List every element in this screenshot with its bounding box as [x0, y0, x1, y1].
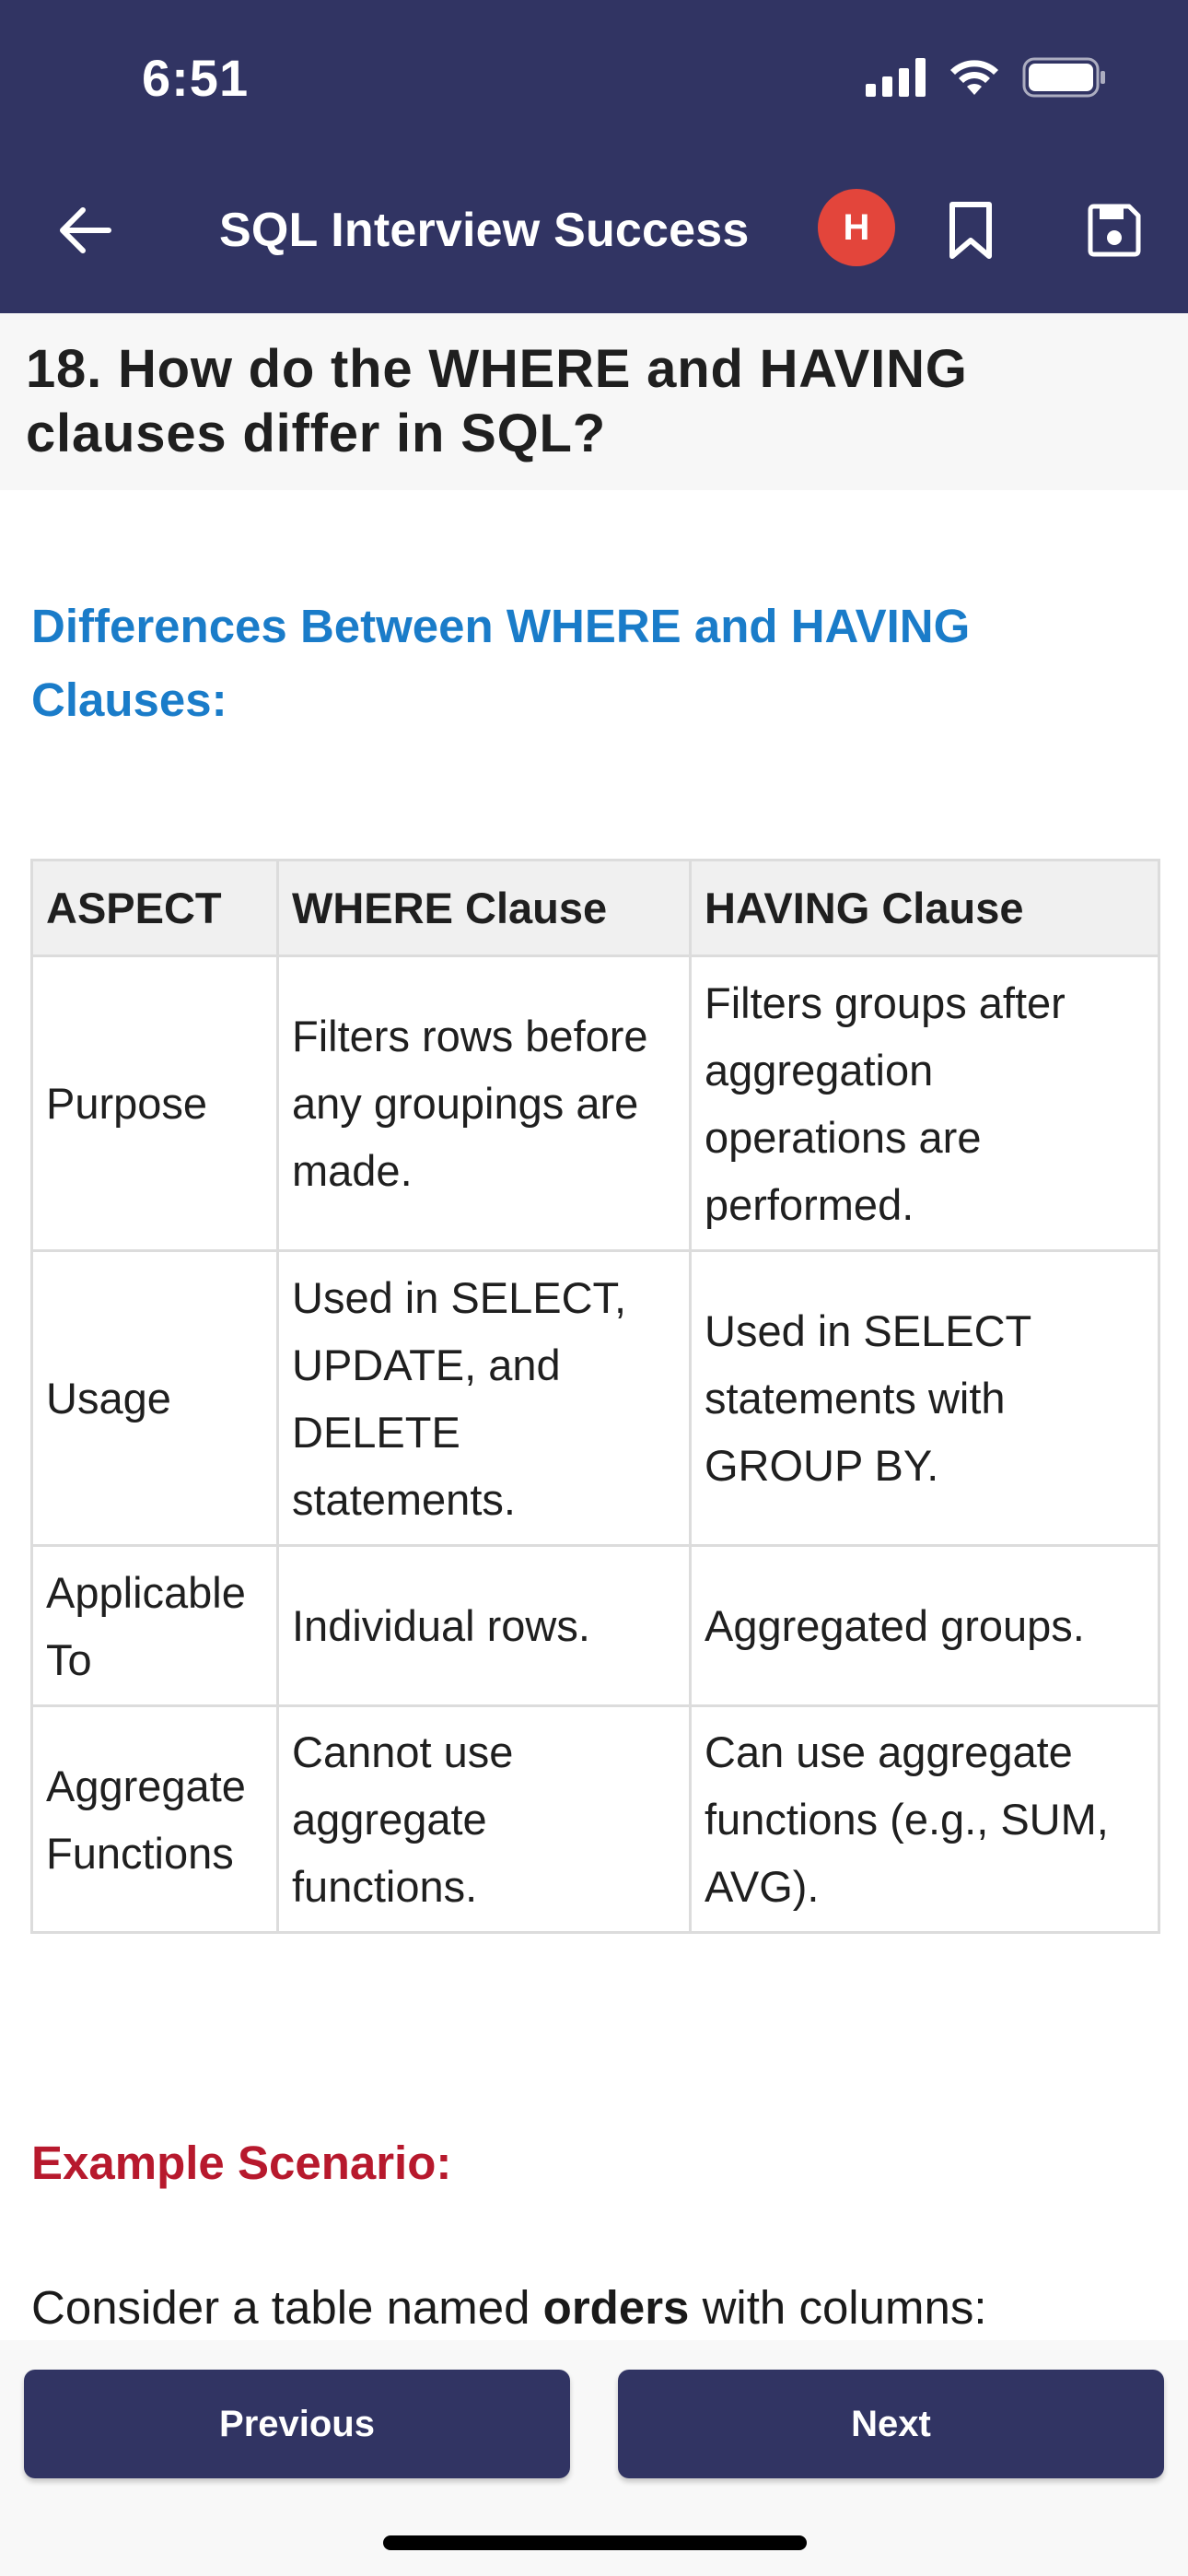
app-title: SQL Interview Success [219, 204, 750, 257]
table-cell: Used in SELECT statements with GROUP BY. [691, 1251, 1159, 1546]
avatar[interactable]: H [818, 189, 895, 266]
table-cell: Cannot use aggregate functions. [278, 1706, 691, 1933]
question-title: 18. How do the WHERE and HAVING clauses differ in SQL? [26, 339, 968, 463]
status-time: 6:51 [142, 49, 250, 107]
table-cell: Individual rows. [278, 1546, 691, 1706]
table-header-cell: WHERE Clause [278, 861, 691, 956]
back-arrow-icon [57, 206, 112, 254]
table-cell: Aggregated groups. [691, 1546, 1159, 1706]
previous-button[interactable]: Previous [24, 2370, 570, 2478]
back-button[interactable] [52, 197, 118, 263]
save-button[interactable] [1077, 193, 1151, 267]
table-row [32, 1546, 1159, 1706]
table-header-cell: ASPECT [32, 861, 278, 956]
status-icons [866, 57, 1107, 98]
table-cell: Purpose [32, 956, 278, 1251]
section-heading: Differences Between WHERE and HAVING Clauses: [31, 600, 971, 726]
bottom-navigation [0, 2340, 1188, 2576]
next-button[interactable]: Next [618, 2370, 1164, 2478]
question-band [0, 313, 1188, 490]
example-text [31, 2280, 1164, 2335]
table-cell: Filters rows before any groupings are made. [278, 956, 691, 1251]
example-text-before: Consider a table named [31, 2281, 543, 2334]
table-row [32, 1251, 1159, 1546]
table-row [32, 956, 1159, 1251]
table-cell: Can use aggregate functions (e.g., SUM, AVG). [691, 1706, 1159, 1933]
table-header-row [32, 861, 1159, 956]
home-indicator [383, 2535, 807, 2550]
table-cell: Usage [32, 1251, 278, 1546]
bookmark-button[interactable] [936, 193, 1006, 267]
table-cell: Used in SELECT, UPDATE, and DELETE statements. [278, 1251, 691, 1546]
wifi-icon [949, 58, 1000, 97]
table-row [32, 1706, 1159, 1933]
save-icon [1085, 201, 1144, 260]
example-text-after: with columns: [689, 2281, 987, 2334]
example-heading: Example Scenario: [31, 2137, 452, 2189]
comparison-table [30, 859, 1158, 1934]
table-cell: Aggregate Functions [32, 1706, 278, 1933]
bookmark-icon [948, 200, 994, 261]
battery-icon [1022, 57, 1107, 98]
cellular-signal-icon [866, 58, 926, 97]
table-header-cell: HAVING Clause [691, 861, 1159, 956]
toolbar [0, 175, 1188, 286]
example-text-bold: orders [542, 2281, 690, 2334]
table-cell: Applicable To [32, 1546, 278, 1706]
table-cell: Filters groups after aggregation operations are performed. [691, 956, 1159, 1251]
app-header [0, 0, 1188, 313]
